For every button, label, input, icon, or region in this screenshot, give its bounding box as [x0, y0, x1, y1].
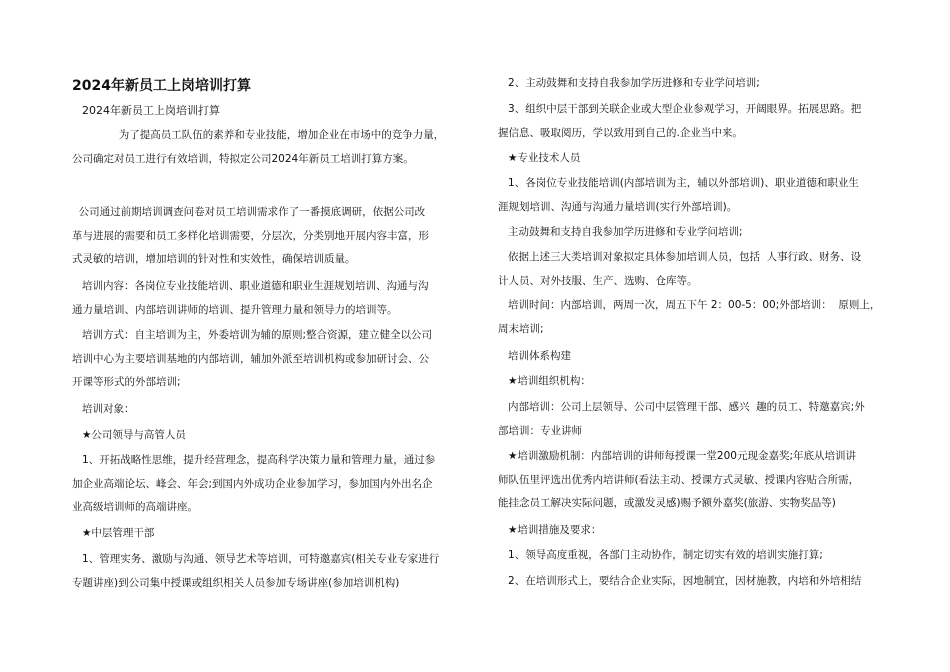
further-study-paragraph: 2、主动鼓舞和支持自我参加学历进修和专业学问培训; — [498, 77, 760, 89]
schedule-paragraph: 培训时间：内部培训，两周一次，周五下午 2：00-5：00;外部培训： 原则上， 周末培训; — [498, 299, 881, 335]
organization-paragraph: 内部培训：公司上层领导、公司中层管理干部、感兴 趣的员工、特邀嘉宾;外 部培训：专业讲师 — [498, 401, 865, 437]
document-subtitle: 2024年新员工上岗培训打算 — [82, 104, 220, 117]
measures-heading: ★培训措施及要求： — [498, 524, 602, 536]
incentive-paragraph: ★培训激励机制：内部培训的讲师每授课一堂200元现金嘉奖;年底从培训讲 师队伍里评选出优秀内培讲师(看法主动、授课方式灵敏、授课内容贴合所需， 能挂念员工解决实际问题，或激发灵感)赐予额外嘉奖(旅游、实物奖品等) — [498, 450, 860, 509]
target-heading: 培训对象： — [72, 403, 135, 415]
intro-paragraph: 为了提高员工队伍的素养和专业技能，增加企业在市场中的竞争力量， 公司确定对员工进行有效培训，特拟定公司2024年新员工培训打算方案。 — [72, 129, 445, 165]
research-paragraph: 公司通过前期培训调查问卷对员工培训需求作了一番摸底调研，依据公司改 革与进展的需要和员工多样化培训需要，分层次，分类别地开展内容丰富，形 式灵敏的培训，增加培训的针对性和实效性，确保培训质量。 — [72, 206, 429, 265]
system-heading: 培训体系构建 — [498, 350, 572, 362]
participants-paragraph: 依据上述三大类培训对象拟定具体参加培训人员，包括 人事行政、财务、设 计人员、对外技服、生产、选购、仓库等。 — [498, 251, 862, 287]
document-title: 2024年新员工上岗培训打算 — [72, 78, 251, 94]
technical-staff-paragraph: 1、各岗位专业技能培训(内部培训为主，辅以外部培训)、职业道德和职业生 涯规划培训、沟通与沟通力量培训(实行外部培训)。 — [498, 177, 859, 213]
executives-heading: ★公司领导与高管人员 — [72, 429, 186, 441]
measures-item-1: 1、领导高度重视，各部门主动协作，制定切实有效的培训实施打算; — [498, 549, 823, 561]
technical-staff-heading: ★专业技术人员 — [498, 152, 581, 164]
content-paragraph: 培训内容：各岗位专业技能培训、职业道德和职业生涯规划培训、沟通与沟 通力量培训、内部培训讲师的培训、提升管理力量和领导力的培训等。 — [72, 280, 429, 316]
middle-managers-paragraph: 1、管理实务、激励与沟通、领导艺术等培训，可特邀嘉宾(相关专业专家进行 专题讲座)到公司集中授课或组织相关人员参加专场讲座(参加培训机构) — [72, 553, 440, 589]
organization-heading: ★培训组织机构： — [498, 375, 591, 387]
middle-managers-heading: ★中层管理干部 — [72, 527, 155, 539]
measures-item-2: 2、在培训形式上，要结合企业实际，因地制宜，因材施教，内培和外培相结 — [498, 575, 862, 587]
method-paragraph: 培训方式：自主培训为主，外委培训为辅的原则;整合资源，建立健全以公司 培训中心为主要培训基地的内部培训，辅加外派至培训机构或参加研讨会、公 开课等形式的外部培训; — [72, 329, 433, 388]
executives-paragraph: 1、开拓战略性思维，提升经营理念，提高科学决策力量和管理力量，通过参 加企业高端论坛、峰会、年会;到国内外成功企业参加学习，参加国内外出名企 业高级培训师的高端讲座。 — [72, 454, 436, 513]
site-visit-paragraph: 3、组织中层干部到关联企业或大型企业参观学习，开阔眼界。拓展思路。把 握信息、吸取阅历，学以致用到自己的.企业当中来。 — [498, 103, 862, 139]
self-study-paragraph: 主动鼓舞和支持自我参加学历进修和专业学问培训; — [498, 226, 743, 238]
